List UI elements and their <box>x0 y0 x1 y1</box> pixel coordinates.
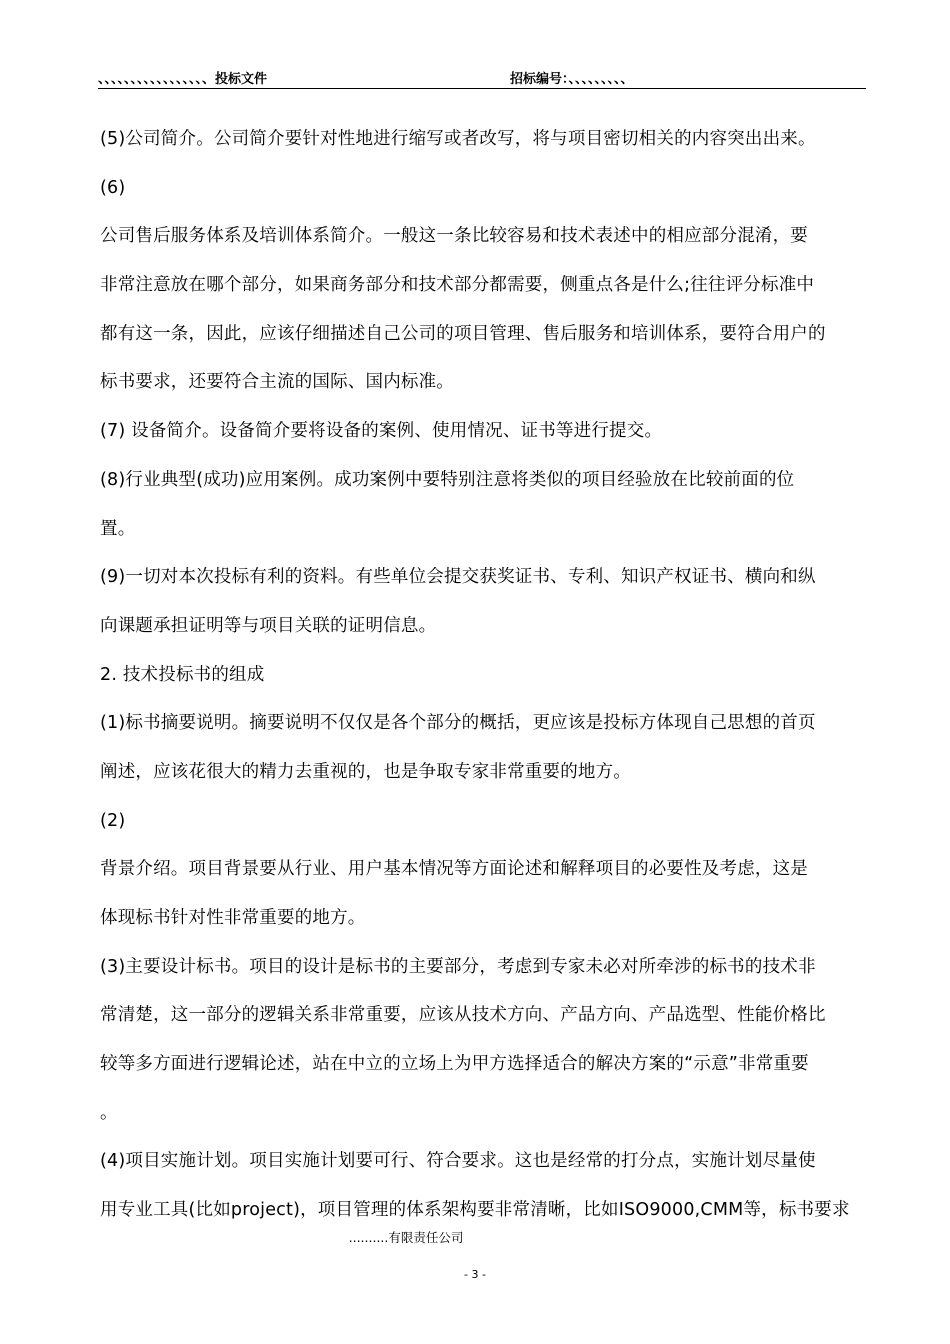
section-heading: 2. 技术投标书的组成 <box>100 664 265 685</box>
page-number: - 3 - <box>464 1268 486 1281</box>
text-line: (9)一切对本次投标有利的资料。有些单位会提交获奖证书、专利、知识产权证书、横向和纵 <box>100 567 816 588</box>
header-doc-title: 、、、、、、、、、、、、、、、、、投标文件 <box>98 72 268 87</box>
text-line: 置。 <box>100 518 136 539</box>
text-line: 常清楚，这一部分的逻辑关系非常重要，应该从技术方向、产品方向、产品选型、性能价格比 <box>100 1005 826 1026</box>
text-line: (5)公司简介。公司简介要针对性地进行缩写或者改写，将与项目密切相关的内容突出出来。 <box>100 129 816 149</box>
text-line: 体现标书针对性非常重要的地方。 <box>100 908 366 928</box>
page-footer: ..........有限责任公司 <box>348 1230 464 1245</box>
text-line: 阐述，应该花很大的精力去重视的，也是争取专家非常重要的地方。 <box>100 761 631 782</box>
text-line: 用专业工具(比如project)，项目管理的体系架构要非常清晰，比如ISO9000,CMM等，标书要求 <box>100 1200 850 1221</box>
text-line: (1)标书摘要说明。摘要说明不仅仅是各个部分的概括，更应该是投标方体现自己思想的首页 <box>100 713 816 734</box>
header-bid-number: 招标编号：、、、、、、、、、 <box>510 72 634 87</box>
page-header <box>98 66 866 89</box>
text-line: (6) <box>100 177 126 198</box>
text-line: 向课题承担证明等与项目关联的证明信息。 <box>100 615 437 636</box>
document-body <box>100 122 870 1242</box>
text-line: 非常注意放在哪个部分，如果商务部分和技术部分都需要，侧重点各是什么;往往评分标准中 <box>100 275 815 296</box>
text-line: (2) <box>100 810 126 831</box>
text-line: (3)主要设计标书。项目的设计是标书的主要部分，考虑到专家未必对所牵涉的标书的技术非 <box>100 956 816 977</box>
text-line: (8)行业典型(成功)应用案例。成功案例中要特别注意将类似的项目经验放在比较前面的位 <box>100 469 795 490</box>
text-line: 。 <box>100 1102 118 1123</box>
text-line: (4)项目实施计划。项目实施计划要可行、符合要求。这也是经常的打分点，实施计划尽量使 <box>100 1151 816 1172</box>
text-line: (7) 设备简介。设备简介要将设备的案例、使用情况、证书等进行提交。 <box>100 421 663 442</box>
text-line: 较等多方面进行逻辑论述，站在中立的立场上为甲方选择适合的解决方案的“示意”非常重要 <box>100 1054 809 1075</box>
text-line: 背景介绍。项目背景要从行业、用户基本情况等方面论述和解释项目的必要性及考虑，这是 <box>100 859 808 880</box>
text-line: 公司售后服务体系及培训体系简介。一般这一条比较容易和技术表述中的相应部分混淆，要 <box>100 226 808 247</box>
text-line: 都有这一条，因此，应该仔细描述自己公司的项目管理、售后服务和培训体系，要符合用户的 <box>100 323 826 344</box>
text-line: 标书要求，还要符合主流的国际、国内标准。 <box>100 372 454 393</box>
